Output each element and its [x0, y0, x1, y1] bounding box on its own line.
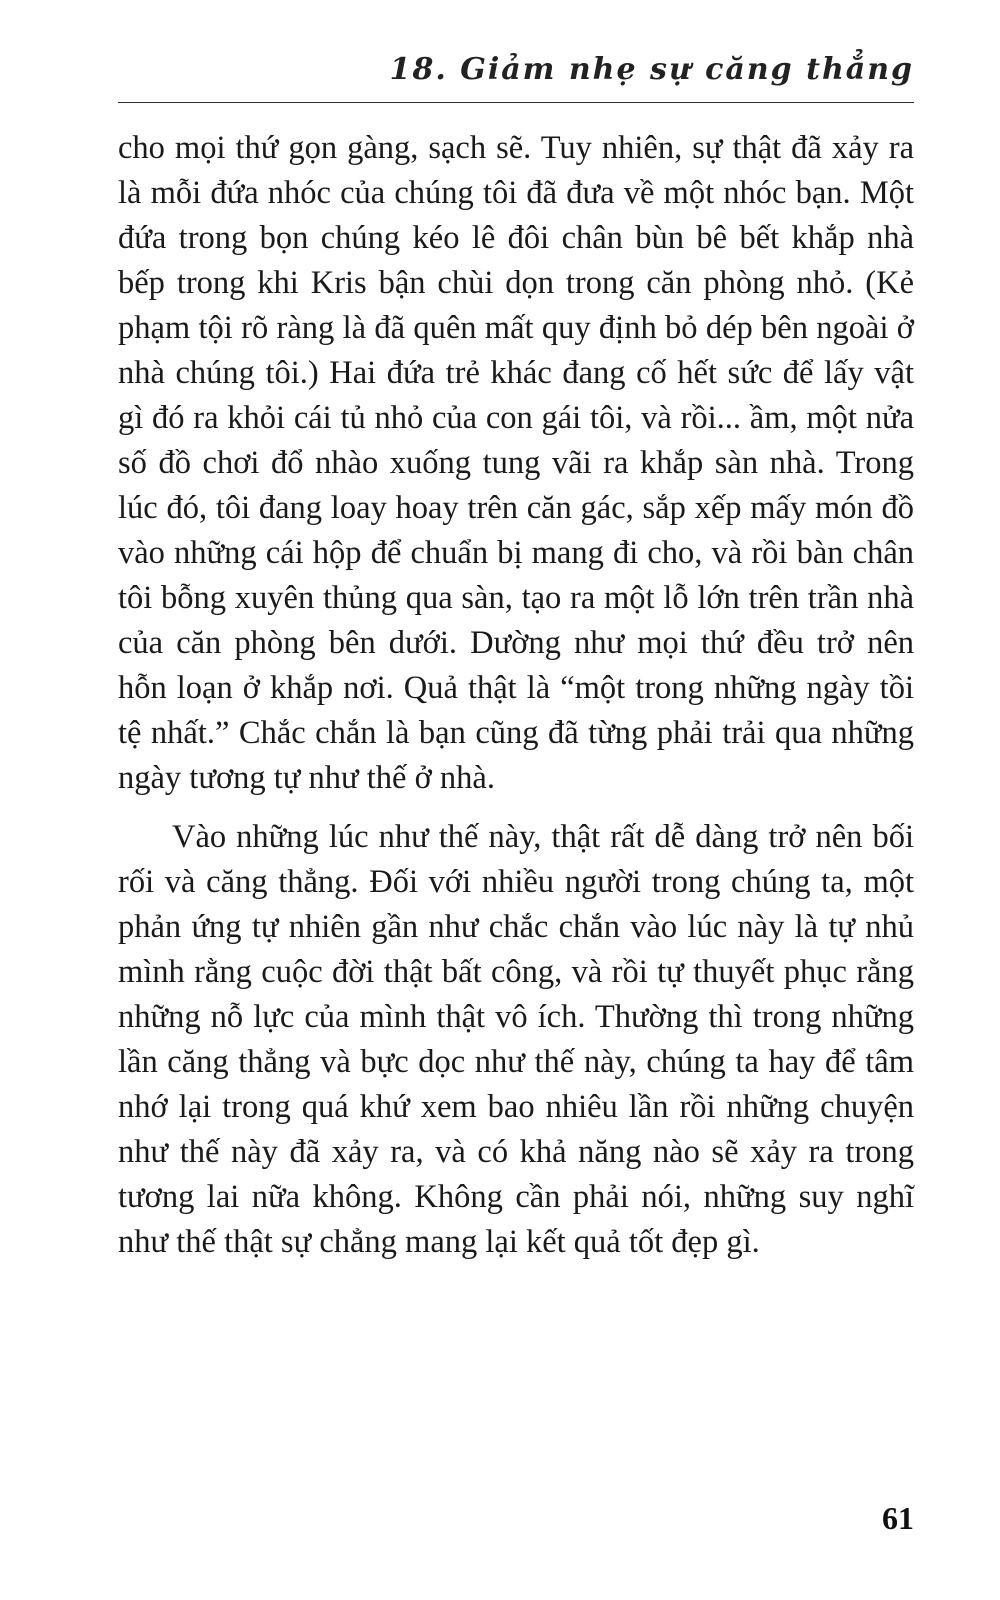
running-head-title: 18. Giảm nhẹ sự căng thẳng — [389, 52, 914, 87]
paragraph-continued: cho mọi thứ gọn gàng, sạch sẽ. Tuy nhiên, sự thật đã xảy ra là mỗi đứa nhóc của chúng tôi đã đưa về một nhóc bạn. Một đứa trong bọn chúng kéo lê đôi chân bùn bê bết khắp nhà bếp trong khi Kris bận chùi dọn trong căn phòng nhỏ. (Kẻ phạm tội rõ ràng là đã quên mất quy định bỏ dép bên ngoài ở nhà chúng tôi.) Hai đứa trẻ khác đang cố hết sức để lấy vật gì đó ra khỏi cái tủ nhỏ của con gái tôi, và rồi... ầm, một nửa số đồ chơi đổ nhào xuống tung vãi ra khắp sàn nhà. Trong lúc đó, tôi đang loay hoay trên căn gác, sắp xếp mấy món đồ vào những cái hộp để chuẩn bị mang đi cho, và rồi bàn chân tôi bỗng xuyên thủng qua sàn, tạo ra một lỗ lớn trên trần nhà của căn phòng bên dưới. Dường như mọi thứ đều trở nên hỗn loạn ở khắp nơi. Quả thật là “một trong những ngày tồi tệ nhất.” Chắc chắn là bạn cũng đã từng phải trải qua những ngày tương tự như thế ở nhà. — [118, 130, 914, 796]
paragraph: Vào những lúc như thế này, thật rất dễ dàng trở nên bối rối và căng thẳng. Đối với nhiều người trong chúng ta, một phản ứng tự nhiên gần như chắc chắn vào lúc này là tự nhủ mình rằng cuộc đời thật bất công, và rồi tự thuyết phục rằng những nỗ lực của mình thật vô ích. Thường thì trong những lần căng thẳng và bực dọc như thế này, chúng ta hay để tâm nhớ lại trong quá khứ xem bao nhiêu lần rồi những chuyện như thế này đã xảy ra, và có khả năng nào sẽ xảy ra trong tương lai nữa không. Không cần phải nói, những suy nghĩ như thế thật sự chẳng mang lại kết quả tốt đẹp gì. — [118, 819, 914, 1260]
page-number: 61 — [882, 1500, 914, 1536]
body-text — [118, 126, 914, 1265]
header-rule — [118, 102, 914, 103]
